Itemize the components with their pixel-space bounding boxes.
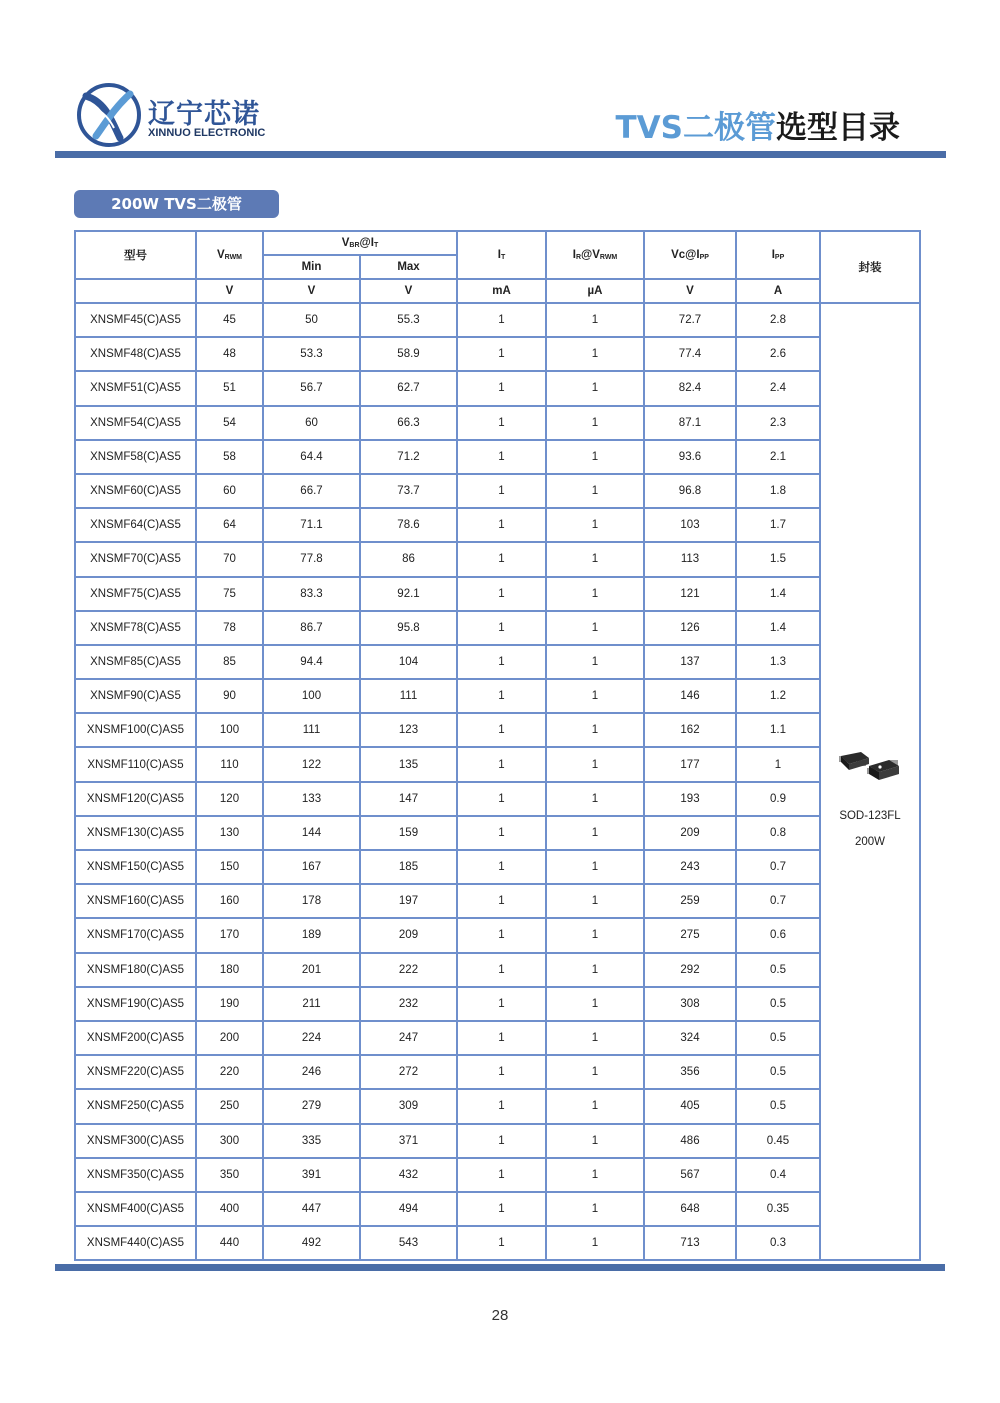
footer-divider xyxy=(55,1264,945,1271)
cell-model: XNSMF190(C)AS5 xyxy=(75,987,196,1021)
table-row xyxy=(75,474,920,508)
cell-vrwm: 180 xyxy=(196,953,263,987)
cell-vbr-max: 209 xyxy=(360,918,457,952)
table-row xyxy=(75,987,920,1021)
cell-ir: 1 xyxy=(546,679,644,713)
cell-ir: 1 xyxy=(546,1021,644,1055)
unit-cell: µA xyxy=(546,279,644,303)
cell-vbr-min: 178 xyxy=(263,884,360,918)
cell-model: XNSMF120(C)AS5 xyxy=(75,782,196,816)
table-row xyxy=(75,1226,920,1260)
cell-ir: 1 xyxy=(546,611,644,645)
cell-vrwm: 170 xyxy=(196,918,263,952)
cell-model: XNSMF78(C)AS5 xyxy=(75,611,196,645)
cell-ipp: 1.3 xyxy=(736,645,820,679)
cell-vbr-min: 94.4 xyxy=(263,645,360,679)
cell-vbr-min: 246 xyxy=(263,1055,360,1089)
cell-model: XNSMF110(C)AS5 xyxy=(75,747,196,781)
cell-ir: 1 xyxy=(546,645,644,679)
cell-model: XNSMF75(C)AS5 xyxy=(75,577,196,611)
cell-vbr-max: 371 xyxy=(360,1124,457,1158)
table-row xyxy=(75,918,920,952)
cell-vbr-min: 447 xyxy=(263,1192,360,1226)
table-row xyxy=(75,1021,920,1055)
cell-ipp: 1 xyxy=(736,747,820,781)
cell-vbr-min: 144 xyxy=(263,816,360,850)
cell-vc: 356 xyxy=(644,1055,736,1089)
cell-it: 1 xyxy=(457,440,546,474)
header-min: Min xyxy=(263,255,360,279)
cell-vc: 405 xyxy=(644,1089,736,1123)
table-row xyxy=(75,508,920,542)
cell-vbr-max: 104 xyxy=(360,645,457,679)
cell-vrwm: 400 xyxy=(196,1192,263,1226)
unit-cell: V xyxy=(360,279,457,303)
cell-model: XNSMF58(C)AS5 xyxy=(75,440,196,474)
section-badge: 200W TVS二极管 xyxy=(74,190,279,218)
header-package: 封装 xyxy=(820,231,920,303)
units-row xyxy=(75,279,920,303)
table-row xyxy=(75,1124,920,1158)
cell-vrwm: 190 xyxy=(196,987,263,1021)
cell-model: XNSMF100(C)AS5 xyxy=(75,713,196,747)
cell-it: 1 xyxy=(457,1226,546,1260)
cell-vc: 308 xyxy=(644,987,736,1021)
table-row xyxy=(75,645,920,679)
cell-vrwm: 100 xyxy=(196,713,263,747)
cell-model: XNSMF220(C)AS5 xyxy=(75,1055,196,1089)
xinnuo-logo-icon xyxy=(76,82,142,148)
cell-ipp: 0.5 xyxy=(736,1089,820,1123)
cell-ipp: 1.2 xyxy=(736,679,820,713)
logo-chinese-name: 辽宁芯诺 xyxy=(148,99,260,130)
sod-123fl-package-image xyxy=(835,742,905,786)
cell-ir: 1 xyxy=(546,1124,644,1158)
package-name: SOD-123FL xyxy=(839,809,901,822)
table-row xyxy=(75,542,920,576)
cell-vbr-max: 185 xyxy=(360,850,457,884)
cell-vbr-max: 232 xyxy=(360,987,457,1021)
cell-vrwm: 440 xyxy=(196,1226,263,1260)
cell-vbr-min: 111 xyxy=(263,713,360,747)
cell-ir: 1 xyxy=(546,371,644,405)
cell-vrwm: 60 xyxy=(196,474,263,508)
table-row xyxy=(75,850,920,884)
cell-ir: 1 xyxy=(546,747,644,781)
cell-model: XNSMF180(C)AS5 xyxy=(75,953,196,987)
cell-vbr-max: 123 xyxy=(360,713,457,747)
table-row xyxy=(75,337,920,371)
cell-vbr-min: 64.4 xyxy=(263,440,360,474)
unit-cell: A xyxy=(736,279,820,303)
cell-ir: 1 xyxy=(546,508,644,542)
cell-vc: 126 xyxy=(644,611,736,645)
logo-english-name: XINNUO ELECTRONIC xyxy=(148,127,266,139)
cell-ir: 1 xyxy=(546,1055,644,1089)
cell-vbr-max: 92.1 xyxy=(360,577,457,611)
cell-vc: 137 xyxy=(644,645,736,679)
cell-it: 1 xyxy=(457,1158,546,1192)
cell-ipp: 2.3 xyxy=(736,406,820,440)
cell-vc: 486 xyxy=(644,1124,736,1158)
cell-vbr-max: 272 xyxy=(360,1055,457,1089)
cell-model: XNSMF54(C)AS5 xyxy=(75,406,196,440)
cell-model: XNSMF64(C)AS5 xyxy=(75,508,196,542)
cell-vbr-max: 73.7 xyxy=(360,474,457,508)
cell-vrwm: 300 xyxy=(196,1124,263,1158)
cell-vbr-min: 56.7 xyxy=(263,371,360,405)
cell-vbr-min: 86.7 xyxy=(263,611,360,645)
cell-ir: 1 xyxy=(546,577,644,611)
cell-vc: 177 xyxy=(644,747,736,781)
cell-vbr-min: 133 xyxy=(263,782,360,816)
package-cell xyxy=(820,303,920,1260)
cell-vc: 209 xyxy=(644,816,736,850)
unit-cell: V xyxy=(644,279,736,303)
cell-vrwm: 220 xyxy=(196,1055,263,1089)
cell-vbr-max: 197 xyxy=(360,884,457,918)
cell-vbr-max: 78.6 xyxy=(360,508,457,542)
cell-ir: 1 xyxy=(546,440,644,474)
cell-it: 1 xyxy=(457,1192,546,1226)
cell-vc: 243 xyxy=(644,850,736,884)
cell-ipp: 2.8 xyxy=(736,303,820,337)
cell-ir: 1 xyxy=(546,782,644,816)
cell-ir: 1 xyxy=(546,1089,644,1123)
table-row xyxy=(75,611,920,645)
cell-vrwm: 75 xyxy=(196,577,263,611)
cell-vc: 713 xyxy=(644,1226,736,1260)
cell-vbr-min: 53.3 xyxy=(263,337,360,371)
cell-vc: 193 xyxy=(644,782,736,816)
cell-ir: 1 xyxy=(546,987,644,1021)
table-row xyxy=(75,1089,920,1123)
cell-model: XNSMF160(C)AS5 xyxy=(75,884,196,918)
cell-vc: 96.8 xyxy=(644,474,736,508)
cell-vbr-max: 111 xyxy=(360,679,457,713)
cell-ir: 1 xyxy=(546,953,644,987)
cell-it: 1 xyxy=(457,850,546,884)
cell-vbr-min: 60 xyxy=(263,406,360,440)
cell-vrwm: 54 xyxy=(196,406,263,440)
cell-ir: 1 xyxy=(546,816,644,850)
cell-vbr-min: 83.3 xyxy=(263,577,360,611)
cell-vc: 648 xyxy=(644,1192,736,1226)
cell-vrwm: 130 xyxy=(196,816,263,850)
cell-ipp: 2.1 xyxy=(736,440,820,474)
cell-it: 1 xyxy=(457,611,546,645)
cell-vrwm: 58 xyxy=(196,440,263,474)
cell-ir: 1 xyxy=(546,884,644,918)
table-row xyxy=(75,679,920,713)
cell-vbr-min: 167 xyxy=(263,850,360,884)
table-row xyxy=(75,953,920,987)
cell-vbr-min: 224 xyxy=(263,1021,360,1055)
cell-ipp: 0.8 xyxy=(736,816,820,850)
cell-vc: 103 xyxy=(644,508,736,542)
cell-vc: 146 xyxy=(644,679,736,713)
cell-vbr-min: 391 xyxy=(263,1158,360,1192)
cell-vbr-min: 50 xyxy=(263,303,360,337)
cell-model: XNSMF200(C)AS5 xyxy=(75,1021,196,1055)
cell-ipp: 0.5 xyxy=(736,1021,820,1055)
header-model: 型号 xyxy=(75,231,196,279)
cell-vbr-max: 71.2 xyxy=(360,440,457,474)
table-row xyxy=(75,440,920,474)
cell-ir: 1 xyxy=(546,303,644,337)
cell-vc: 259 xyxy=(644,884,736,918)
cell-it: 1 xyxy=(457,337,546,371)
cell-ir: 1 xyxy=(546,918,644,952)
cell-ir: 1 xyxy=(546,1192,644,1226)
cell-ir: 1 xyxy=(546,1226,644,1260)
cell-vbr-min: 201 xyxy=(263,953,360,987)
cell-vrwm: 150 xyxy=(196,850,263,884)
spec-table xyxy=(74,230,921,1261)
header-vbr: VBR@IT xyxy=(263,231,457,255)
package-power: 200W xyxy=(854,835,886,848)
cell-vbr-min: 335 xyxy=(263,1124,360,1158)
cell-vrwm: 45 xyxy=(196,303,263,337)
cell-it: 1 xyxy=(457,918,546,952)
cell-it: 1 xyxy=(457,987,546,1021)
cell-ipp: 0.6 xyxy=(736,918,820,952)
catalog-title-part1: TVS二极管 xyxy=(615,110,776,146)
cell-ipp: 0.3 xyxy=(736,1226,820,1260)
cell-ipp: 0.5 xyxy=(736,987,820,1021)
unit-cell: mA xyxy=(457,279,546,303)
cell-model: XNSMF45(C)AS5 xyxy=(75,303,196,337)
cell-vbr-min: 492 xyxy=(263,1226,360,1260)
cell-ipp: 0.9 xyxy=(736,782,820,816)
cell-vrwm: 90 xyxy=(196,679,263,713)
cell-vc: 113 xyxy=(644,542,736,576)
units-spacer xyxy=(75,279,196,303)
cell-ipp: 1.7 xyxy=(736,508,820,542)
cell-ipp: 0.45 xyxy=(736,1124,820,1158)
table-row xyxy=(75,303,920,337)
cell-ipp: 2.6 xyxy=(736,337,820,371)
table-row xyxy=(75,782,920,816)
page-number: 28 xyxy=(491,1307,509,1324)
cell-ipp: 1.5 xyxy=(736,542,820,576)
cell-vrwm: 85 xyxy=(196,645,263,679)
cell-ir: 1 xyxy=(546,337,644,371)
cell-it: 1 xyxy=(457,747,546,781)
cell-model: XNSMF150(C)AS5 xyxy=(75,850,196,884)
cell-it: 1 xyxy=(457,953,546,987)
cell-model: XNSMF90(C)AS5 xyxy=(75,679,196,713)
cell-it: 1 xyxy=(457,577,546,611)
cell-vrwm: 70 xyxy=(196,542,263,576)
cell-vrwm: 64 xyxy=(196,508,263,542)
cell-vbr-min: 71.1 xyxy=(263,508,360,542)
cell-vbr-max: 222 xyxy=(360,953,457,987)
cell-vrwm: 250 xyxy=(196,1089,263,1123)
cell-it: 1 xyxy=(457,542,546,576)
cell-vbr-max: 62.7 xyxy=(360,371,457,405)
header-ir: IR@VRWM xyxy=(546,231,644,279)
header-max: Max xyxy=(360,255,457,279)
cell-model: XNSMF130(C)AS5 xyxy=(75,816,196,850)
table-row xyxy=(75,884,920,918)
cell-vbr-min: 122 xyxy=(263,747,360,781)
catalog-title-part2: 选型目录 xyxy=(776,110,900,146)
cell-vbr-min: 211 xyxy=(263,987,360,1021)
cell-it: 1 xyxy=(457,884,546,918)
cell-ir: 1 xyxy=(546,1158,644,1192)
header-vrwm: VRWM xyxy=(196,231,263,279)
header-it: IT xyxy=(457,231,546,279)
cell-model: XNSMF350(C)AS5 xyxy=(75,1158,196,1192)
cell-ir: 1 xyxy=(546,474,644,508)
table-row xyxy=(75,406,920,440)
cell-ipp: 1.4 xyxy=(736,611,820,645)
cell-vrwm: 200 xyxy=(196,1021,263,1055)
cell-it: 1 xyxy=(457,816,546,850)
catalog-title xyxy=(616,102,900,147)
cell-ipp: 0.35 xyxy=(736,1192,820,1226)
table-row xyxy=(75,1192,920,1226)
cell-vrwm: 78 xyxy=(196,611,263,645)
cell-ir: 1 xyxy=(546,406,644,440)
cell-ir: 1 xyxy=(546,850,644,884)
cell-it: 1 xyxy=(457,713,546,747)
cell-ipp: 1.8 xyxy=(736,474,820,508)
cell-model: XNSMF300(C)AS5 xyxy=(75,1124,196,1158)
cell-vrwm: 350 xyxy=(196,1158,263,1192)
cell-vc: 77.4 xyxy=(644,337,736,371)
cell-it: 1 xyxy=(457,371,546,405)
cell-vbr-min: 279 xyxy=(263,1089,360,1123)
cell-it: 1 xyxy=(457,303,546,337)
cell-it: 1 xyxy=(457,508,546,542)
cell-vc: 292 xyxy=(644,953,736,987)
cell-ipp: 1.4 xyxy=(736,577,820,611)
cell-vrwm: 110 xyxy=(196,747,263,781)
cell-ir: 1 xyxy=(546,542,644,576)
cell-it: 1 xyxy=(457,679,546,713)
cell-ir: 1 xyxy=(546,713,644,747)
company-logo xyxy=(76,80,276,150)
cell-vrwm: 160 xyxy=(196,884,263,918)
cell-vc: 72.7 xyxy=(644,303,736,337)
cell-model: XNSMF70(C)AS5 xyxy=(75,542,196,576)
cell-it: 1 xyxy=(457,782,546,816)
cell-model: XNSMF51(C)AS5 xyxy=(75,371,196,405)
cell-vbr-min: 66.7 xyxy=(263,474,360,508)
cell-vbr-max: 543 xyxy=(360,1226,457,1260)
table-row xyxy=(75,577,920,611)
cell-model: XNSMF440(C)AS5 xyxy=(75,1226,196,1260)
cell-vbr-max: 432 xyxy=(360,1158,457,1192)
cell-vbr-max: 95.8 xyxy=(360,611,457,645)
cell-vc: 93.6 xyxy=(644,440,736,474)
table-row xyxy=(75,713,920,747)
cell-it: 1 xyxy=(457,1124,546,1158)
cell-model: XNSMF85(C)AS5 xyxy=(75,645,196,679)
unit-cell: V xyxy=(263,279,360,303)
table-row xyxy=(75,747,920,781)
table-row xyxy=(75,1055,920,1089)
cell-vc: 275 xyxy=(644,918,736,952)
cell-vc: 324 xyxy=(644,1021,736,1055)
cell-it: 1 xyxy=(457,645,546,679)
table-row xyxy=(75,371,920,405)
cell-vbr-min: 189 xyxy=(263,918,360,952)
cell-vbr-max: 159 xyxy=(360,816,457,850)
cell-ipp: 0.7 xyxy=(736,850,820,884)
header-ipp: IPP xyxy=(736,231,820,279)
cell-vbr-max: 55.3 xyxy=(360,303,457,337)
cell-model: XNSMF170(C)AS5 xyxy=(75,918,196,952)
cell-it: 1 xyxy=(457,406,546,440)
cell-ipp: 0.5 xyxy=(736,953,820,987)
cell-ipp: 0.4 xyxy=(736,1158,820,1192)
cell-it: 1 xyxy=(457,474,546,508)
cell-vbr-max: 135 xyxy=(360,747,457,781)
unit-cell: V xyxy=(196,279,263,303)
cell-vc: 567 xyxy=(644,1158,736,1192)
cell-vbr-max: 309 xyxy=(360,1089,457,1123)
cell-model: XNSMF60(C)AS5 xyxy=(75,474,196,508)
cell-vbr-max: 86 xyxy=(360,542,457,576)
cell-vc: 121 xyxy=(644,577,736,611)
cell-ipp: 2.4 xyxy=(736,371,820,405)
cell-it: 1 xyxy=(457,1055,546,1089)
cell-vbr-min: 77.8 xyxy=(263,542,360,576)
cell-ipp: 0.5 xyxy=(736,1055,820,1089)
cell-vbr-max: 58.9 xyxy=(360,337,457,371)
spec-table-body xyxy=(75,303,920,1260)
cell-vbr-max: 147 xyxy=(360,782,457,816)
cell-ipp: 0.7 xyxy=(736,884,820,918)
cell-vc: 162 xyxy=(644,713,736,747)
header-vc: Vc@IPP xyxy=(644,231,736,279)
cell-model: XNSMF250(C)AS5 xyxy=(75,1089,196,1123)
cell-vrwm: 48 xyxy=(196,337,263,371)
cell-vrwm: 120 xyxy=(196,782,263,816)
table-row xyxy=(75,1158,920,1192)
cell-it: 1 xyxy=(457,1089,546,1123)
cell-it: 1 xyxy=(457,1021,546,1055)
header-divider xyxy=(55,151,946,158)
cell-vbr-max: 494 xyxy=(360,1192,457,1226)
cell-vc: 87.1 xyxy=(644,406,736,440)
cell-model: XNSMF400(C)AS5 xyxy=(75,1192,196,1226)
cell-vbr-min: 100 xyxy=(263,679,360,713)
cell-model: XNSMF48(C)AS5 xyxy=(75,337,196,371)
cell-ipp: 1.1 xyxy=(736,713,820,747)
cell-vbr-max: 247 xyxy=(360,1021,457,1055)
cell-vrwm: 51 xyxy=(196,371,263,405)
cell-vc: 82.4 xyxy=(644,371,736,405)
table-row xyxy=(75,816,920,850)
cell-vbr-max: 66.3 xyxy=(360,406,457,440)
